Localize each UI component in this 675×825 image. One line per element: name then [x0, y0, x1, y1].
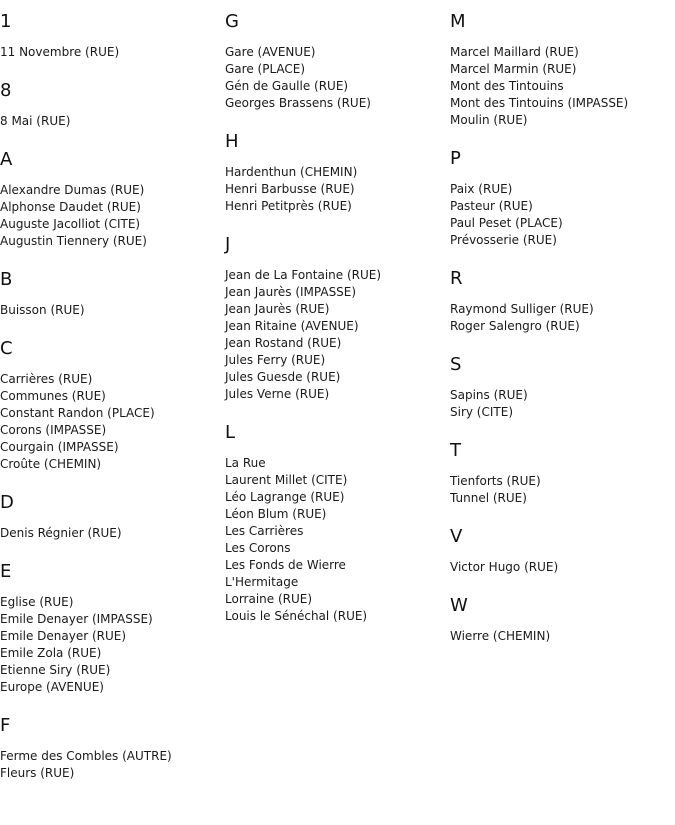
letter-section — [0, 148, 222, 250]
letter-section — [450, 147, 672, 249]
street-list — [450, 387, 672, 421]
street-link[interactable]: Gare (PLACE) — [225, 62, 306, 76]
street-list — [450, 301, 672, 335]
street-link[interactable]: Emile Denayer (RUE) — [0, 629, 127, 643]
street-link[interactable]: Henri Barbusse (RUE) — [225, 182, 355, 196]
street-link[interactable]: Gare (AVENUE) — [225, 45, 316, 59]
section-letter-heading: S — [450, 354, 462, 375]
street-list — [0, 371, 222, 473]
street-list — [0, 302, 222, 319]
street-link[interactable]: Hardenthun (CHEMIN) — [225, 165, 358, 179]
street-link[interactable]: Laurent Millet (CITE) — [225, 473, 348, 487]
street-link[interactable]: Auguste Jacolliot (CITE) — [0, 217, 141, 231]
street-link[interactable]: 8 Mai (RUE) — [0, 114, 71, 128]
index-column-3 — [450, 10, 672, 663]
letter-section — [225, 10, 447, 112]
letter-section — [0, 10, 222, 61]
letter-section — [450, 594, 672, 645]
street-link[interactable]: Mont des Tintouins — [450, 79, 564, 93]
street-link[interactable]: Jean Jaurès (IMPASSE) — [225, 285, 357, 299]
street-link[interactable]: Moulin (RUE) — [450, 113, 528, 127]
street-link[interactable]: Denis Régnier (RUE) — [0, 526, 122, 540]
street-link[interactable]: Communes (RUE) — [0, 389, 106, 403]
street-link[interactable]: Raymond Sulliger (RUE) — [450, 302, 594, 316]
letter-section — [0, 560, 222, 696]
index-column-2 — [225, 10, 447, 643]
letter-section — [0, 337, 222, 473]
section-letter-heading: 1 — [0, 11, 12, 32]
section-letter-heading: 8 — [0, 80, 12, 101]
section-letter-heading: E — [0, 561, 12, 582]
street-link[interactable]: Lorraine (RUE) — [225, 592, 313, 606]
street-link[interactable]: L'Hermitage — [225, 575, 299, 589]
street-link[interactable]: Constant Randon (PLACE) — [0, 406, 155, 420]
section-letter-heading: V — [450, 526, 463, 547]
street-link[interactable]: Léon Blum (RUE) — [225, 507, 327, 521]
section-letter-heading: H — [225, 131, 239, 152]
letter-section — [0, 268, 222, 319]
street-list — [450, 559, 672, 576]
letter-section — [0, 491, 222, 542]
section-letter-heading: J — [225, 234, 231, 255]
street-link[interactable]: Jean de La Fontaine (RUE) — [225, 268, 382, 282]
street-link[interactable]: Pasteur (RUE) — [450, 199, 533, 213]
street-link[interactable]: 11 Novembre (RUE) — [0, 45, 120, 59]
section-letter-heading: G — [225, 11, 239, 32]
street-list — [0, 594, 222, 696]
street-link[interactable]: Mont des Tintouins (IMPASSE) — [450, 96, 629, 110]
street-link[interactable]: Prévosserie (RUE) — [450, 233, 557, 247]
street-link[interactable]: La Rue — [225, 456, 266, 470]
street-list — [450, 44, 672, 129]
street-link[interactable]: Jules Ferry (RUE) — [225, 353, 326, 367]
street-list — [0, 44, 222, 61]
street-list — [450, 181, 672, 249]
street-link[interactable]: Jean Jaurès (RUE) — [225, 302, 330, 316]
street-list — [0, 113, 222, 130]
street-link[interactable]: Corons (IMPASSE) — [0, 423, 107, 437]
section-letter-heading: W — [450, 595, 468, 616]
street-list — [450, 473, 672, 507]
street-link[interactable]: Les Fonds de Wierre — [225, 558, 346, 572]
street-link[interactable]: Europe (AVENUE) — [0, 680, 104, 694]
street-link[interactable]: Victor Hugo (RUE) — [450, 560, 559, 574]
street-list — [0, 525, 222, 542]
street-list — [225, 267, 447, 403]
street-list — [225, 164, 447, 215]
street-link[interactable]: Buisson (RUE) — [0, 303, 85, 317]
section-letter-heading: D — [0, 492, 14, 513]
street-link[interactable]: Sapins (RUE) — [450, 388, 528, 402]
street-link[interactable]: Louis le Sénéchal (RUE) — [225, 609, 368, 623]
street-link[interactable]: Les Carrières — [225, 524, 304, 538]
street-link[interactable]: Croûte (CHEMIN) — [0, 457, 102, 471]
street-link[interactable]: Emile Zola (RUE) — [0, 646, 102, 660]
street-link[interactable]: Fleurs (RUE) — [0, 766, 75, 780]
letter-section — [225, 130, 447, 215]
street-link[interactable]: Georges Brassens (RUE) — [225, 96, 371, 110]
letter-section — [450, 267, 672, 335]
letter-section — [225, 233, 447, 403]
street-link[interactable]: Léo Lagrange (RUE) — [225, 490, 345, 504]
street-link[interactable]: Paix (RUE) — [450, 182, 513, 196]
street-link[interactable]: Emile Denayer (IMPASSE) — [0, 612, 153, 626]
street-link[interactable]: Alexandre Dumas (RUE) — [0, 183, 145, 197]
letter-section — [450, 10, 672, 129]
letter-section — [450, 353, 672, 421]
street-list — [0, 748, 222, 782]
letter-section — [0, 79, 222, 130]
street-link[interactable]: Eglise (RUE) — [0, 595, 74, 609]
street-link[interactable]: Jules Guesde (RUE) — [225, 370, 341, 384]
section-letter-heading: L — [225, 422, 236, 443]
street-link[interactable]: Paul Peset (PLACE) — [450, 216, 563, 230]
letter-section — [0, 714, 222, 782]
street-list — [0, 182, 222, 250]
letter-section — [450, 525, 672, 576]
section-letter-heading: C — [0, 338, 13, 359]
street-list — [450, 628, 672, 645]
street-link[interactable]: Henri Petitprès (RUE) — [225, 199, 352, 213]
section-letter-heading: F — [0, 715, 11, 736]
street-link[interactable]: Courgain (IMPASSE) — [0, 440, 119, 454]
section-letter-heading: M — [450, 11, 466, 32]
index-column-1 — [0, 10, 222, 800]
street-link[interactable]: Marcel Maillard (RUE) — [450, 45, 579, 59]
street-link[interactable]: Ferme des Combles (AUTRE) — [0, 749, 172, 763]
street-link[interactable]: Les Corons — [225, 541, 291, 555]
section-letter-heading: B — [0, 269, 13, 290]
street-link[interactable]: Tienforts (RUE) — [450, 474, 541, 488]
street-link[interactable]: Marcel Marmin (RUE) — [450, 62, 577, 76]
street-link[interactable]: Siry (CITE) — [450, 405, 513, 419]
section-letter-heading: A — [0, 149, 13, 170]
street-link[interactable]: Jules Verne (RUE) — [225, 387, 330, 401]
section-letter-heading: T — [450, 440, 461, 461]
street-link[interactable]: Jean Ritaine (AVENUE) — [225, 319, 359, 333]
street-link[interactable]: Etienne Siry (RUE) — [0, 663, 111, 677]
letter-section — [450, 439, 672, 507]
letter-section — [225, 421, 447, 625]
street-list — [225, 455, 447, 625]
street-link[interactable]: Wierre (CHEMIN) — [450, 629, 551, 643]
street-link[interactable]: Gén de Gaulle (RUE) — [225, 79, 349, 93]
section-letter-heading: P — [450, 148, 461, 169]
street-link[interactable]: Carrières (RUE) — [0, 372, 93, 386]
street-link[interactable]: Alphonse Daudet (RUE) — [0, 200, 141, 214]
street-list — [225, 44, 447, 112]
street-link[interactable]: Jean Rostand (RUE) — [225, 336, 342, 350]
street-link[interactable]: Tunnel (RUE) — [450, 491, 527, 505]
street-link[interactable]: Roger Salengro (RUE) — [450, 319, 580, 333]
street-link[interactable]: Augustin Tiennery (RUE) — [0, 234, 147, 248]
section-letter-heading: R — [450, 268, 463, 289]
